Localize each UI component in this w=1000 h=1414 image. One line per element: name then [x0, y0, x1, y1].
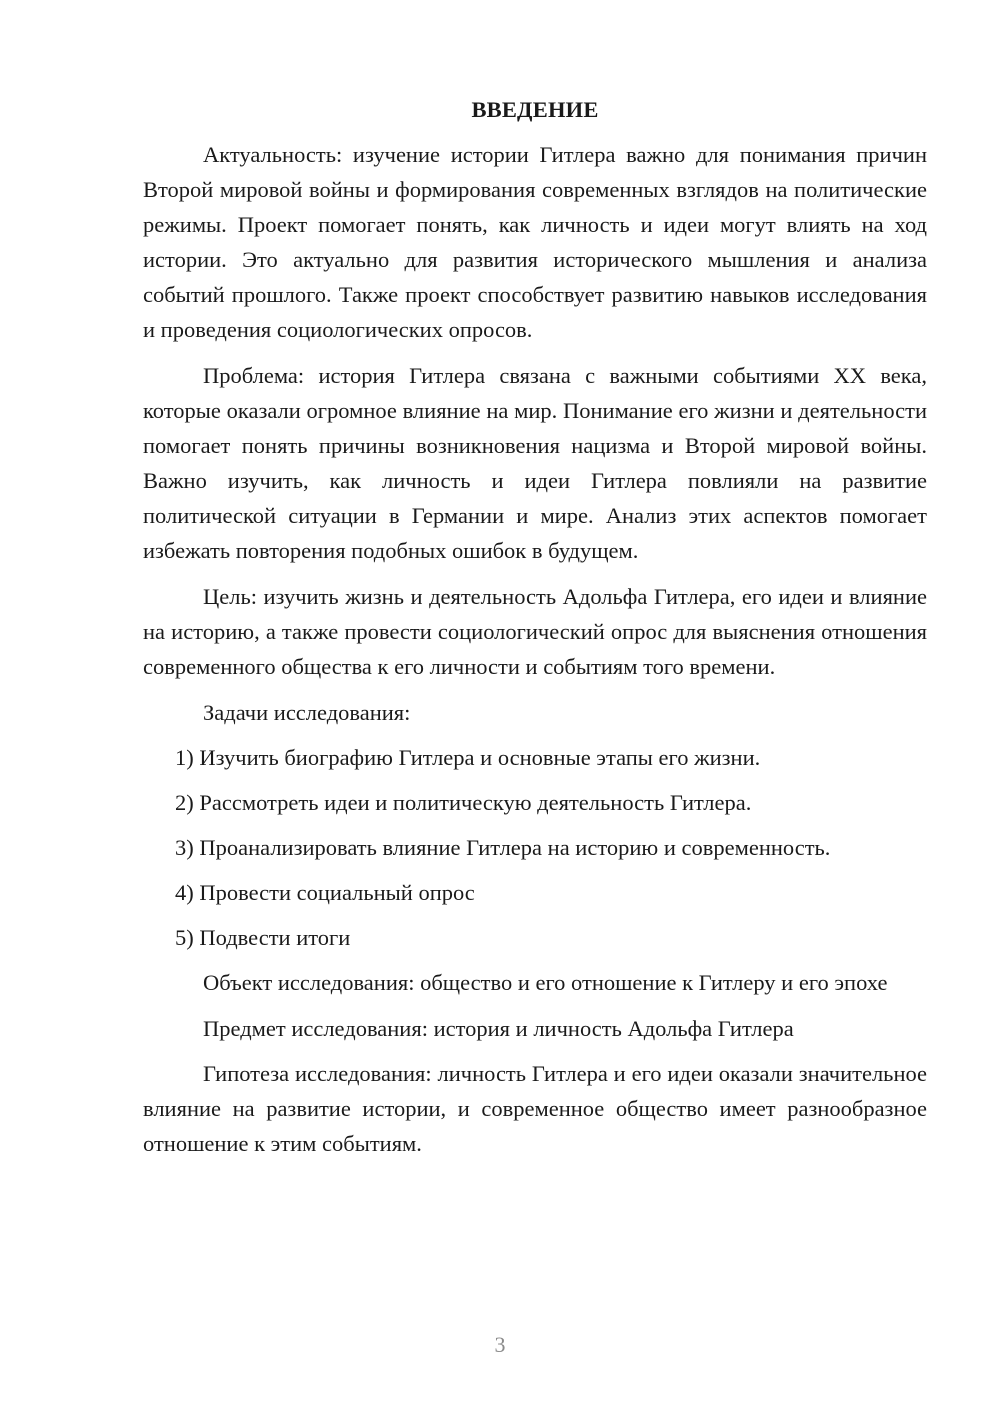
task-item-1: 1) Изучить биографию Гитлера и основные этапы его жизни. — [175, 745, 761, 770]
paragraph-hypothesis: Гипотеза исследования: личность Гитлера и его идеи оказали значительное влияние на развитие истории, и современное общество имеет разнообразное отношение к этим событиям. — [143, 1061, 927, 1156]
document-page — [143, 92, 927, 1172]
paragraph-object: Объект исследования: общество и его отношение к Гитлеру и его эпохе — [203, 970, 888, 995]
tasks-heading: Задачи исследования: — [203, 700, 411, 725]
paragraph-goal: Цель: изучить жизнь и деятельность Адольфа Гитлера, его идеи и влияние на историю, а также провести социологический опрос для выяснения отношения современного общества к его личности и событиям того времени. — [143, 584, 927, 679]
task-item-3: 3) Проанализировать влияние Гитлера на историю и современность. — [175, 835, 831, 860]
page-number: 3 — [494, 1332, 506, 1357]
paragraph-relevance: Актуальность: изучение истории Гитлера важно для понимания причин Второй мировой войны и формирования современных взглядов на политические режимы. Проект помогает понять, как личность и идеи могут влиять на ход истории. Это актуально для развития исторического мышления и анализа событий прошлого. Также проект способствует развитию навыков исследования и проведения социологических опросов. — [143, 142, 927, 342]
task-item-4: 4) Провести социальный опрос — [175, 880, 475, 905]
task-item-5: 5) Подвести итоги — [175, 925, 351, 950]
task-item-2: 2) Рассмотреть идеи и политическую деятельность Гитлера. — [175, 790, 752, 815]
paragraph-problem: Проблема: история Гитлера связана с важными событиями XX века, которые оказали огромное влияние на мир. Понимание его жизни и деятельности помогает понять причины возникновения нацизма и Второй мировой войны. Важно изучить, как личность и идеи Гитлера повлияли на развитие политической ситуации в Германии и мире. Анализ этих аспектов помогает избежать повторения подобных ошибок в будущем. — [143, 363, 927, 563]
tasks-list — [143, 740, 927, 955]
page-title: ВВЕДЕНИЕ — [471, 97, 599, 122]
paragraph-subject: Предмет исследования: история и личность Адольфа Гитлера — [203, 1016, 794, 1041]
